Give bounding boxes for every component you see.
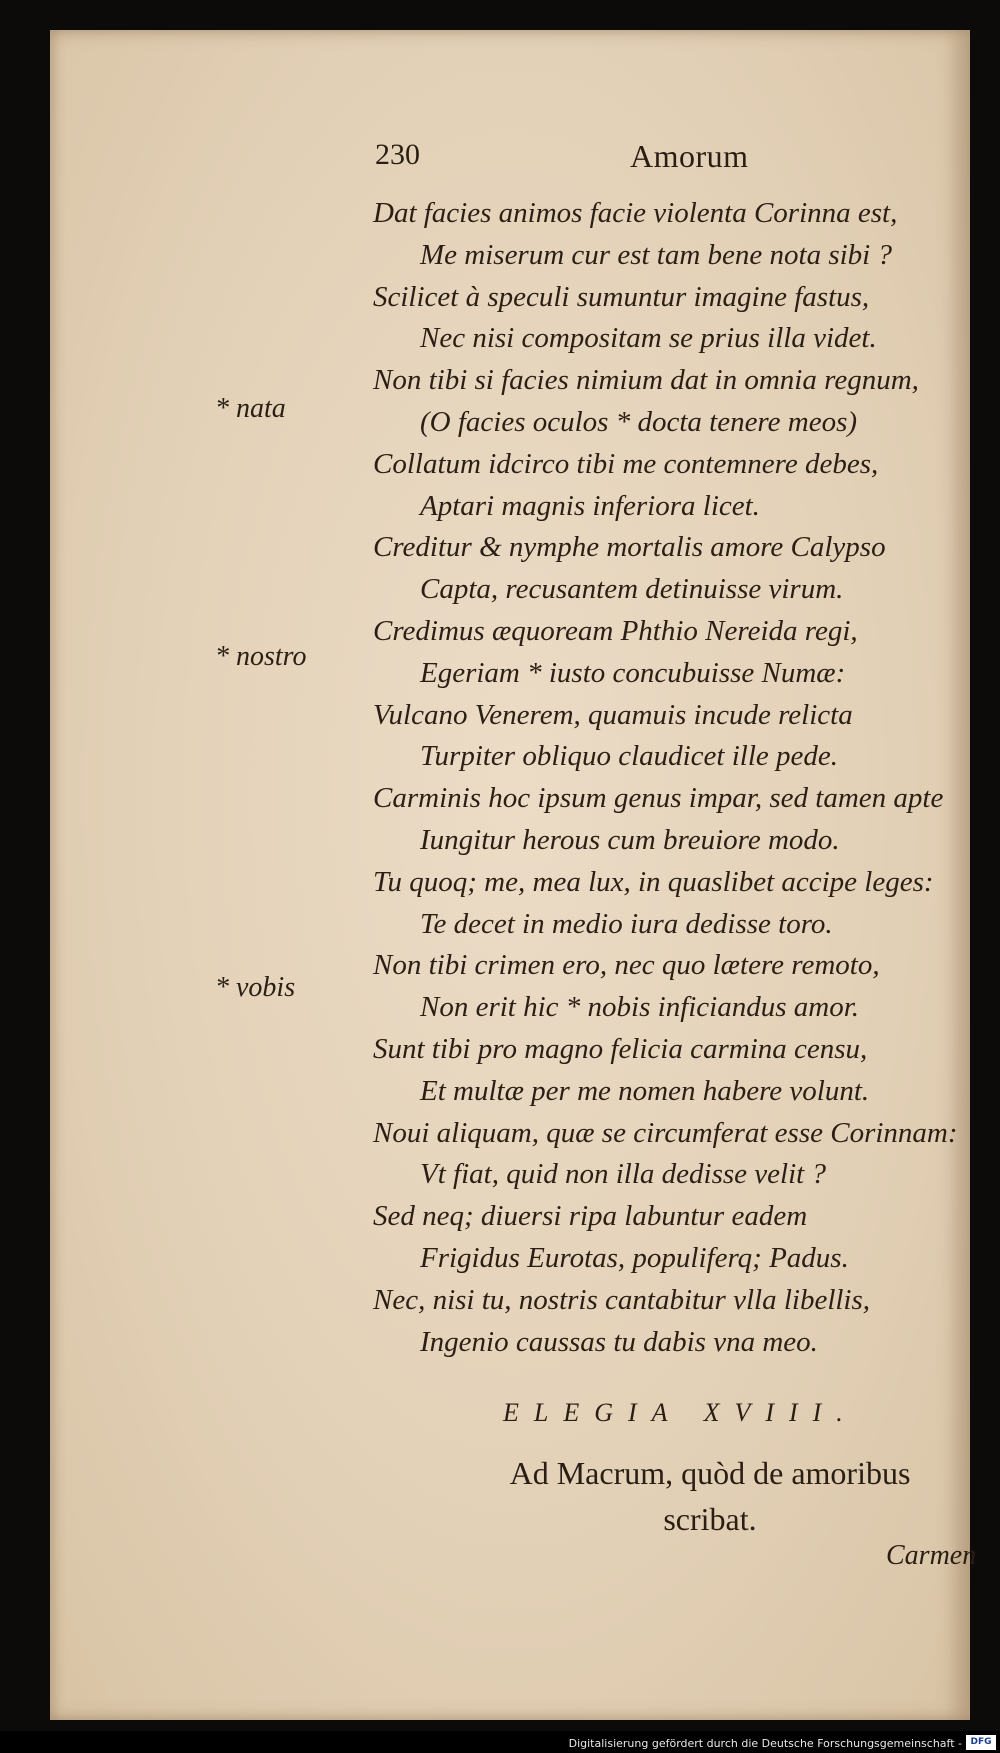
- verse-line: Capta, recusantem detinuisse virum.: [420, 573, 844, 606]
- verse-line: Egeriam * iusto concubuisse Numæ:: [420, 656, 846, 689]
- elegy-subtitle-line: scribat.: [663, 1501, 757, 1537]
- catchword: Carmen: [886, 1540, 977, 1571]
- verse-line: Sunt tibi pro magno felicia carmina censu,: [373, 1032, 868, 1065]
- verse-block: [50, 193, 970, 1363]
- verse-line: Nec, nisi tu, nostris cantabitur vlla libellis,: [373, 1283, 871, 1316]
- verse-line: Carminis hoc ipsum genus impar, sed tamen apte: [373, 782, 944, 815]
- verse-line: Iungitur herous cum breuiore modo.: [420, 823, 840, 856]
- margin-note-nata: * nata: [215, 393, 286, 424]
- elegy-subtitle: [430, 1450, 990, 1542]
- running-title: Amorum: [630, 138, 749, 174]
- margin-note-vobis: * vobis: [215, 972, 296, 1003]
- book-page: [50, 30, 977, 1720]
- verse-line: Credimus æquoream Phthio Nereida regi,: [373, 614, 858, 647]
- verse-line: Creditur & nymphe mortalis amore Calypso: [373, 531, 886, 564]
- page-header: [50, 138, 970, 178]
- verse-line: Collatum idcirco tibi me contemnere debes,: [373, 447, 879, 480]
- verse-line: Et multæ per me nomen habere volunt.: [420, 1074, 870, 1107]
- verse-line: Frigidus Eurotas, populiferq; Padus.: [420, 1241, 849, 1274]
- elegy-heading: ELEGIA XVIII.: [503, 1398, 858, 1427]
- margin-note-nostro: * nostro: [215, 641, 307, 672]
- verse-line: Nec nisi compositam se prius illa videt.: [420, 322, 877, 355]
- verse-line: Vulcano Venerem, quamuis incude relicta: [373, 698, 853, 731]
- digitization-credit: Digitalisierung gefördert durch die Deutsche Forschungsgemeinschaft -: [568, 1737, 962, 1750]
- verse-line: Ingenio caussas tu dabis vna meo.: [420, 1325, 818, 1358]
- verse-line: Aptari magnis inferiora licet.: [420, 489, 760, 522]
- verse-line: Noui aliquam, quæ se circumferat esse Corinnam:: [373, 1116, 958, 1149]
- credit-bar: [0, 1731, 1000, 1753]
- dfg-logo-icon: DFG: [966, 1735, 996, 1750]
- verse-line: Non tibi crimen ero, nec quo lætere remoto,: [373, 949, 880, 982]
- verse-line: Scilicet à speculi sumuntur imagine fastus,: [373, 280, 870, 313]
- verse-line: (O facies oculos * docta tenere meos): [420, 405, 858, 438]
- verse-line: Te decet in medio iura dedisse toro.: [420, 907, 833, 940]
- elegy-subtitle-line: Ad Macrum, quòd de amoribus: [509, 1455, 911, 1491]
- verse-line: Vt fiat, quid non illa dedisse velit ?: [420, 1158, 826, 1191]
- page-number: 230: [375, 138, 420, 171]
- verse-line: Me miserum cur est tam bene nota sibi ?: [420, 238, 892, 271]
- verse-line: Sed neq; diuersi ripa labuntur eadem: [373, 1200, 808, 1233]
- verse-line: Tu quoq; me, mea lux, in quaslibet accipe leges:: [373, 865, 934, 898]
- verse-line: Non tibi si facies nimium dat in omnia regnum,: [373, 364, 919, 397]
- verse-line: Dat facies animos facie violenta Corinna est,: [373, 197, 898, 229]
- verse-line: Turpiter obliquo claudicet ille pede.: [420, 740, 839, 773]
- verse-line: Non erit hic * nobis inficiandus amor.: [420, 991, 860, 1024]
